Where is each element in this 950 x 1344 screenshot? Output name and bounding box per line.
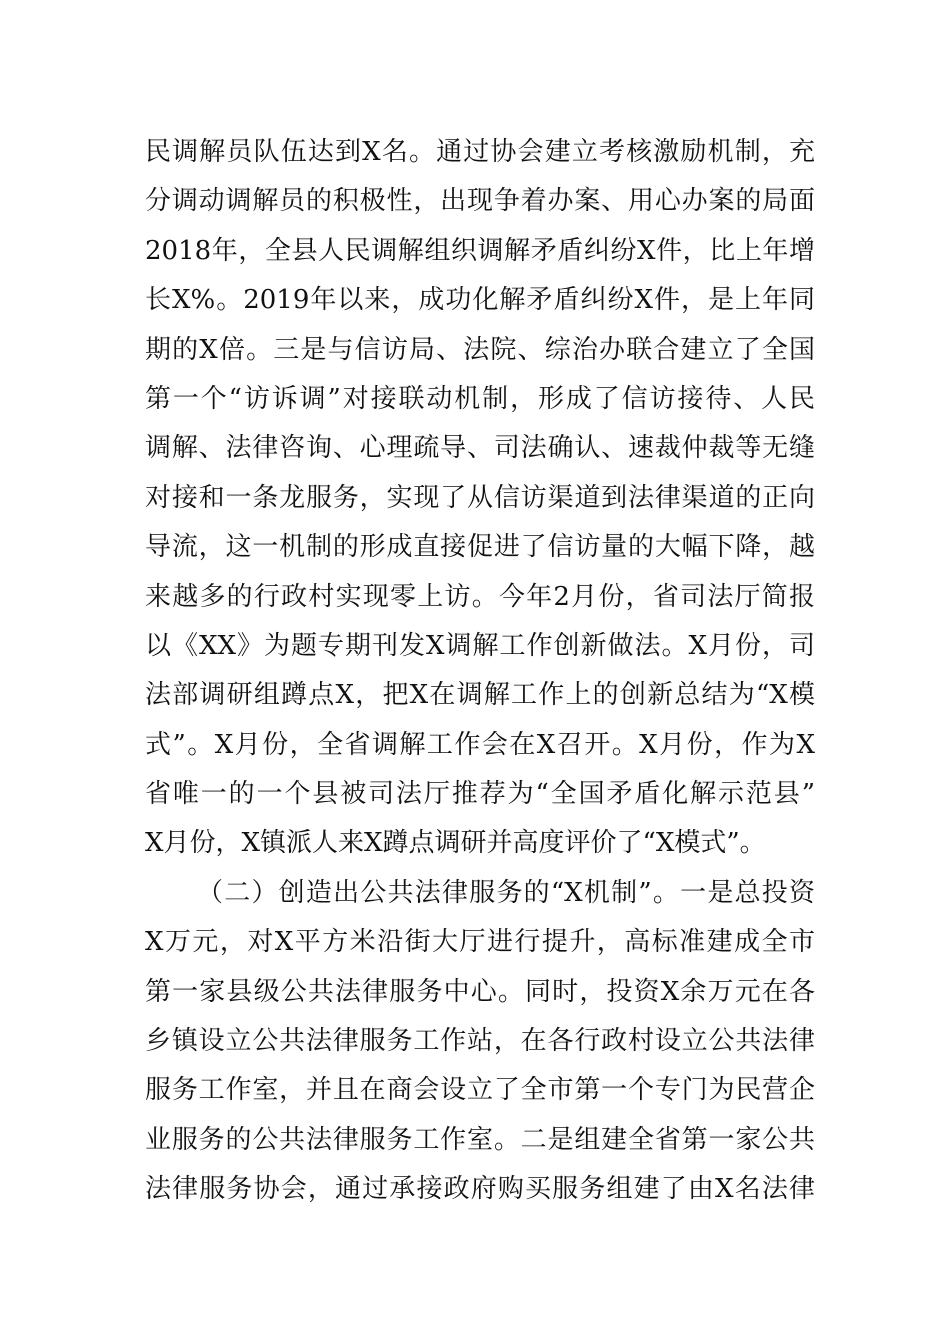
text-line: X万元，对X平方米沿街大厅进行提升，高标准建成全市 — [145, 927, 815, 958]
text-line: 2018年，全县人民调解组织调解矛盾纠纷X件，比上年增 — [145, 235, 815, 266]
text-line: 民调解员队伍达到X名。通过协会建立考核激励机制，充 — [145, 137, 815, 167]
text-line: 式”。X月份，全省调解工作会在X召开。X月份，作为X — [145, 729, 815, 760]
text-line: 长X%。2019年以来，成功化解矛盾纠纷X件，是上年同 — [145, 285, 815, 316]
body-text — [145, 128, 815, 1215]
text-line: 第一家县级公共法律服务中心。同时，投资X余万元在各 — [145, 976, 815, 1007]
text-line: 乡镇设立公共法律服务工作站，在各行政村设立公共法律 — [145, 1026, 815, 1057]
text-line: X月份，X镇派人来X蹲点调研并高度评价了“X模式”。 — [145, 828, 766, 859]
section-heading-line: （二）创造出公共法律服务的“X机制”。一是总投资 — [197, 877, 815, 908]
text-line: 对接和一条龙服务，实现了从信访渠道到法律渠道的正向 — [145, 482, 815, 513]
text-line: 第一个“访诉调”对接联动机制，形成了信访接待、人民 — [145, 383, 815, 414]
text-line: 法部调研组蹲点X，把X在调解工作上的创新总结为“X模 — [145, 680, 815, 711]
text-line: 业服务的公共法律服务工作室。二是组建全省第一家公共 — [145, 1124, 815, 1155]
text-line: 分调动调解员的积极性，出现争着办案、用心办案的局面 — [145, 186, 815, 217]
text-line: 服务工作室，并且在商会设立了全市第一个专门为民营企 — [145, 1075, 815, 1106]
text-line: 法律服务协会，通过承接政府购买服务组建了由X名法律 — [145, 1174, 815, 1205]
text-line: 以《XX》为题专期刊发X调解工作创新做法。X月份，司 — [145, 630, 815, 661]
text-line: 省唯一的一个县被司法厅推荐为“全国矛盾化解示范县” — [145, 779, 815, 810]
text-line: 调解、法律咨询、心理疏导、司法确认、速裁仲裁等无缝 — [145, 433, 815, 464]
text-line: 期的X倍。三是与信访局、法院、综治办联合建立了全国 — [145, 334, 815, 365]
text-line: 导流，这一机制的形成直接促进了信访量的大幅下降，越 — [145, 532, 815, 563]
text-line: 来越多的行政村实现零上访。今年2月份，省司法厅简报 — [145, 581, 815, 612]
